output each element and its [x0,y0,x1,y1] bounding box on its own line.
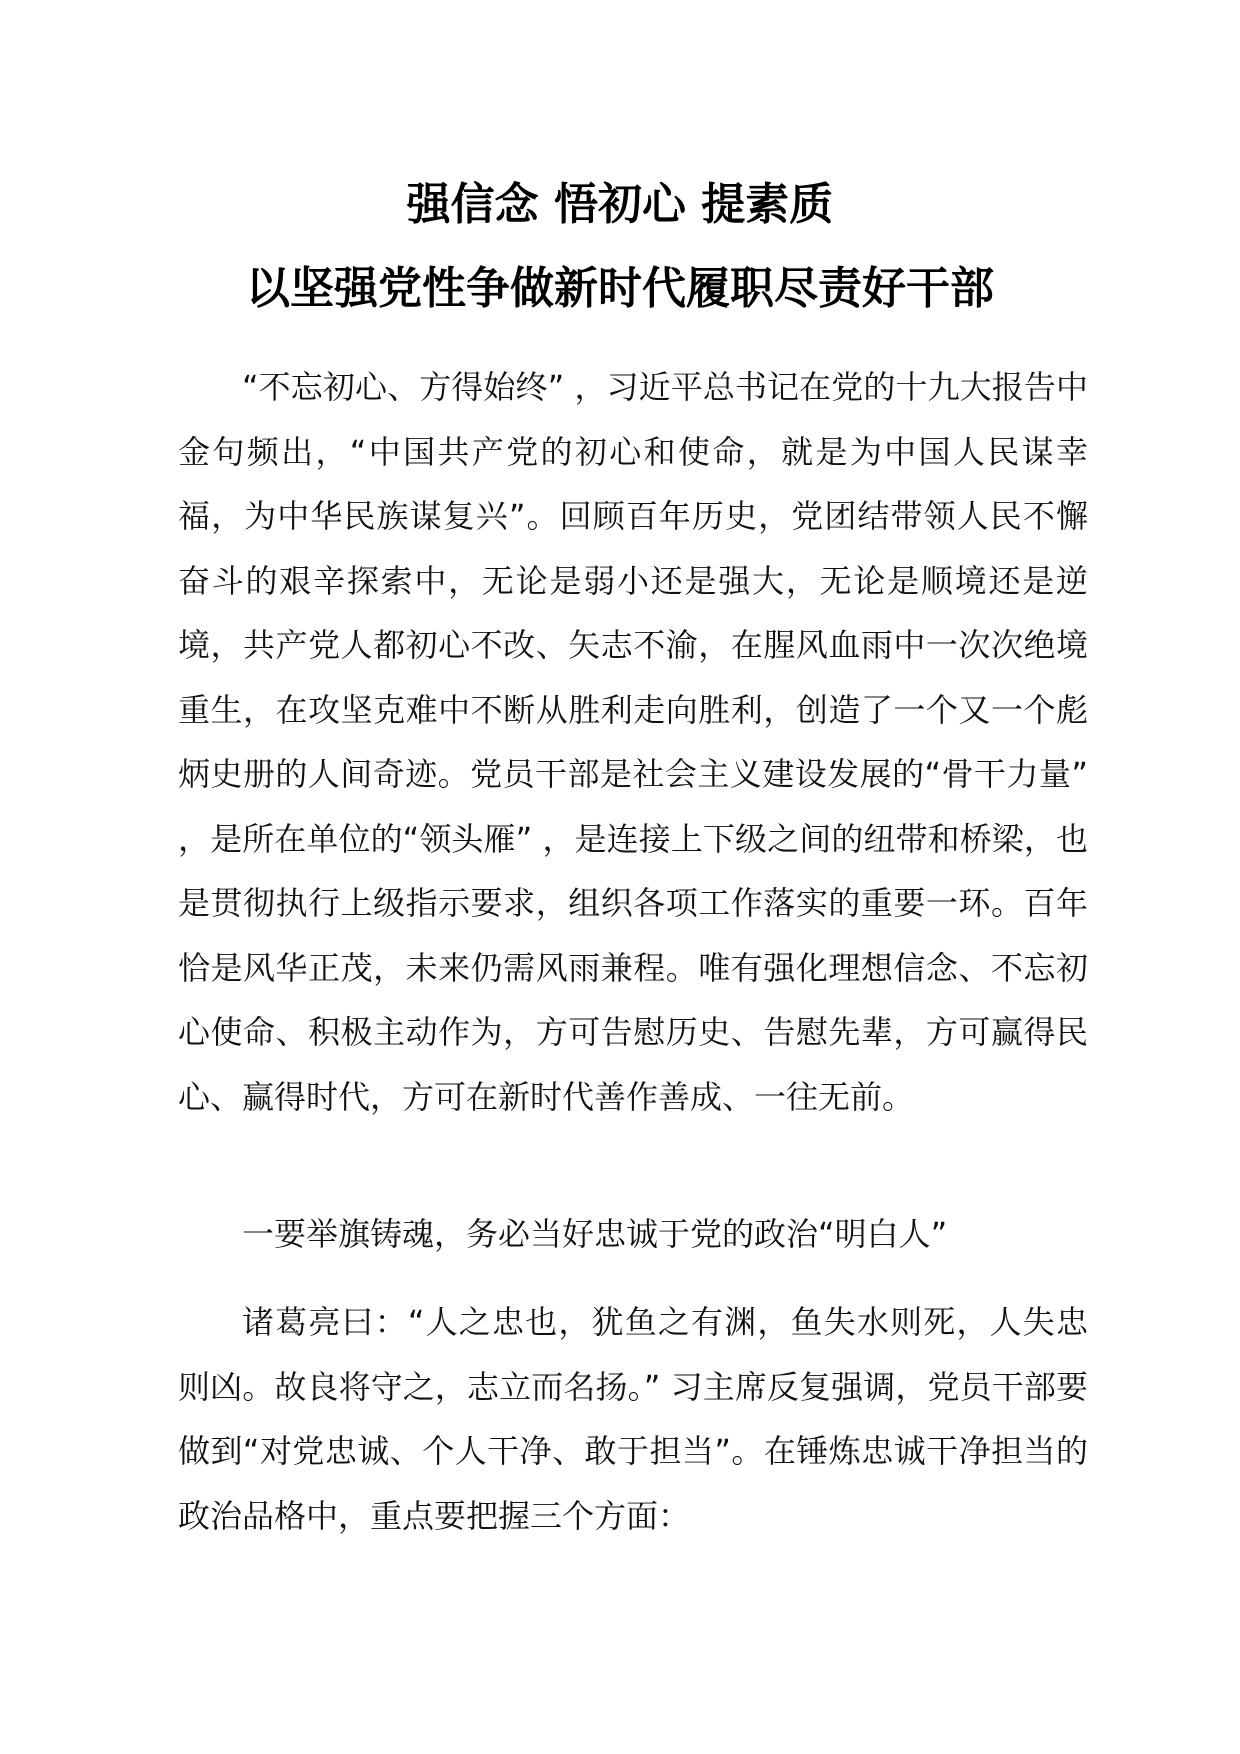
document-title-line-1: 强信念 悟初心 提素质 [406,179,834,230]
document-title-line-2: 以坚强党性争做新时代履职尽责好干部 [246,263,994,314]
body-paragraph-intro: “不忘初心、方得始终” ，习近平总书记在党的十九大报告中金句频出，“中国共产党的初心和使命，就是为中国人民谋幸福，为中华民族谋复兴”。回顾百年历史，党团结带领人民不懈奋斗的艰辛探索中，无论是弱小还是强大，无论是顺境还是逆境，共产党人都初心不改、矢志不渝，在腥风血雨中一次次绝境重生，在攻坚克难中不断从胜利走向胜利，创造了一个又一个彪炳史册的人间奇迹。党员干部是社会主义建设发展的“骨干力量” ，是所在单位的“领头雁” ，是连接上下级之间的纽带和桥梁，也是贯彻执行上级指示要求，组织各项工作落实的重要一环。百年恰是风华正茂，未来仍需风雨兼程。唯有强化理想信念、不忘初心使命、积极主动作为，方可告慰历史、告慰先辈，方可赢得民心、赢得时代，方可在新时代善作善成、一往无前。 [178,368,1088,1116]
section-heading: 一要举旗铸魂，务必当好忠诚于党的政治“明白人” [242,1215,948,1253]
body-paragraph-loyalty: 诸葛亮曰：“人之忠也，犹鱼之有渊，鱼失水则死，人失忠则凶。故良将守之，志立而名扬。” 习主席反复强调，党员干部要做到“对党忠诚、个人干净、敢于担当”。在锤炼忠诚干净担当的政治品格中，重点要把握三个方面： [178,1303,1088,1535]
